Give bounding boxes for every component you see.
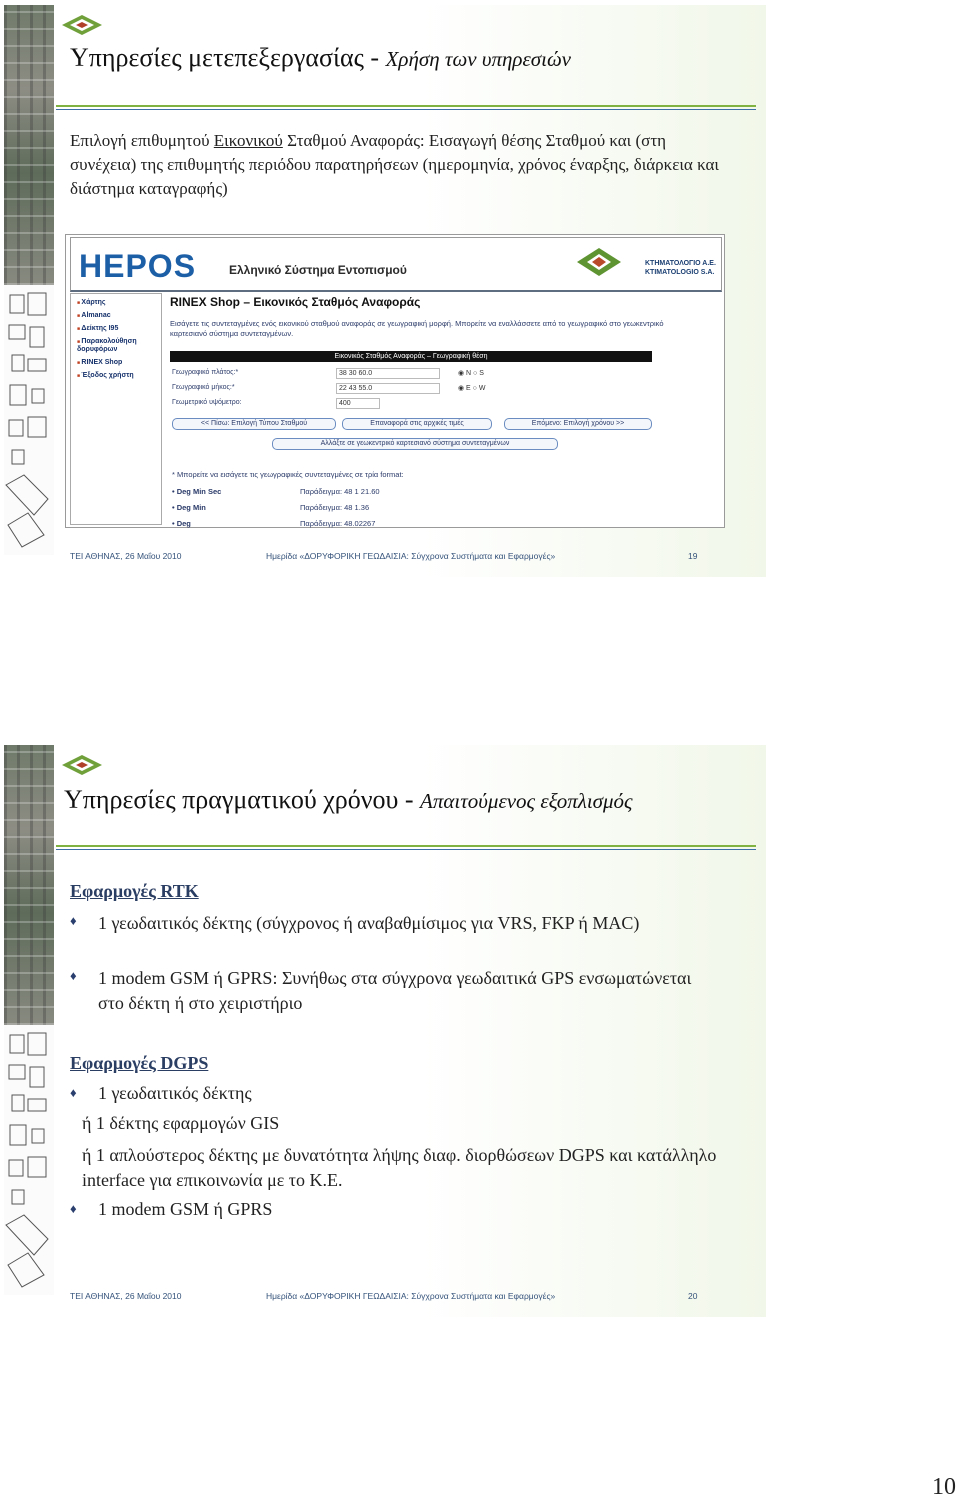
switch-cartesian-button[interactable]: Αλλάξτε σε γεωκεντρικό καρτεσιανό σύστημα συντεταγμένων [272,438,558,450]
slide-title: Υπηρεσίες πραγματικού χρόνου - Απαιτούμενος εξοπλισμός [64,785,633,814]
dgps-item-4: 1 modem GSM ή GPRS [98,1199,273,1219]
aerial-photo-strip [4,5,54,285]
hepos-subtitle: Ελληνικό Σύστημα Εντοπισμού [229,263,407,277]
cadastral-map-strip [4,1025,54,1295]
lon-label: Γεωγραφικό μήκος:* [172,384,235,391]
dgps-item-2: ή 1 δέκτης εφαρμογών GIS [82,1113,280,1133]
nav-item-logout[interactable]: ■ Έξοδος χρήστη [77,372,161,380]
format-name: • Deg Min Sec [172,487,222,496]
aerial-photo-strip [4,745,54,1025]
height-label: Γεωμετρικό υψόμετρο: [172,399,242,406]
ktimatologio-logo-icon [60,753,104,777]
title-rule-green [56,105,756,107]
bullet-icon: ♦ [70,1085,77,1100]
next-button[interactable]: Επόμενο: Επιλογή χρόνου >> [504,418,652,430]
title-rule-blue [56,109,756,110]
bullet-icon: ♦ [70,1201,77,1216]
bullet-icon: ♦ [70,913,77,928]
format-row [172,519,376,528]
nav-item-almanac[interactable]: ■ Almanac [77,312,161,320]
height-input[interactable]: 400 [336,398,380,409]
format-row [172,503,370,512]
section-dgps: Εφαρμογές DGPS [70,1053,209,1073]
ktimatologio-emblem-icon [575,246,623,280]
rinex-heading: RINEX Shop – Εικονικός Σταθμός Αναφοράς [170,295,421,309]
nav-item-i95[interactable]: ■ Δείκτης Ι95 [77,325,161,333]
slide-20 [4,745,766,1317]
format-note: * Μπορείτε να εισάγετε τις γεωγραφικές συντεταγμένες σε τρία format: [172,470,404,479]
hepos-main [166,293,720,528]
lon-hemisphere-radio[interactable]: ◉ E ○ W [458,385,486,392]
footer-venue: ΤΕΙ ΑΘΗΝΑΣ, 26 Μαΐου 2010 [70,1291,182,1301]
lat-hemisphere-radio[interactable]: ◉ N ○ S [458,370,484,377]
ktimatologio-logo-icon [60,13,104,37]
reset-button[interactable]: Επαναφορά στις αρχικές τιμές [342,418,492,430]
page-number: 10 [932,1474,956,1500]
form-header-bar: Εικονικός Σταθμός Αναφοράς – Γεωγραφική θέση [170,351,652,362]
rtk-item-2: 1 modem GSM ή GPRS: Συνήθως στα σύγχρονα γεωδαιτικά GPS ενσωματώνεται στο δέκτη ή στο χειριστήριο [98,968,692,1013]
nav-item-rinex-shop[interactable]: ■ RINEX Shop [77,359,161,367]
nav-item-satellites[interactable]: ■ Παρακολούθηση δορυφόρων [77,338,161,354]
hepos-header [70,237,722,292]
title-rule-green [56,845,756,847]
intro-text: Επιλογή επιθυμητού Εικονικού Σταθμού Αναφοράς: Εισαγωγή θέσης Σταθμού και (στη συνέχεια) της επιθυμητής περιόδου παρατηρήσεων (ημερομηνία, χρόνος έναρξης, διάρκεια και διάστημα καταγραφής) [70,131,719,198]
ktima-line-1: ΚΤΗΜΑΤΟΛΟΓΙΟ Α.Ε. [645,260,716,267]
footer-venue: ΤΕΙ ΑΘΗΝΑΣ, 26 Μαΐου 2010 [70,551,182,561]
format-name: • Deg Min [172,503,206,512]
format-name: • Deg [172,519,191,528]
map-sidebar [4,745,54,1317]
format-example: Παράδειγμα: 48 1 21.60 [300,487,380,496]
ktimatologio-text [645,259,716,277]
hepos-nav [70,293,162,525]
dgps-item-3: ή 1 απλούστερος δέκτης με δυνατότητα λήψης διαφ. διορθώσεων DGPS και κατάλληλο interface για επικοινωνία με το Κ.Ε. [82,1145,717,1190]
hepos-logo: HEPOS [79,248,197,284]
format-example: Παράδειγμα: 48 1.36 [300,503,370,512]
slide-number: 19 [688,551,698,561]
slide-number: 20 [688,1291,698,1301]
back-button[interactable]: << Πίσω: Επιλογή Τύπου Σταθμού [172,418,336,430]
ktima-line-2: KTIMATOLOGIO S.A. [645,269,715,276]
footer-event: Ημερίδα «ΔΟΡΥΦΟΡΙΚΗ ΓΕΩΔΑΙΣΙΑ: Σύγχρονα Συστήματα και Εφαρμογές» [266,1291,556,1301]
rinex-description: Εισάγετε τις συντεταγμένες ενός εικονικού σταθμού αναφοράς σε γεωγραφική μορφή. Μπορείτε να εναλλάσσετε από το γεωγραφικό στο γεωκεντρικό καρτεσιανό σύστημα συντεταγμένων. [170,319,664,338]
nav-item-map[interactable]: ■ Χάρτης [77,299,161,307]
lat-label: Γεωγραφικό πλάτος:* [172,369,239,376]
slide-19 [4,5,766,577]
map-sidebar [4,5,54,577]
hepos-screenshot [65,234,725,528]
rtk-item-1: 1 γεωδαιτικός δέκτης (σύγχρονος ή αναβαθμίσιμος για VRS, FKP ή MAC) [98,913,640,933]
lon-input[interactable]: 22 43 55.0 [336,383,440,394]
section-rtk: Εφαρμογές RTK [70,881,199,901]
bullet-icon: ♦ [70,968,77,983]
title-rule-blue [56,849,756,850]
cadastral-map-strip [4,285,54,555]
format-example: Παράδειγμα: 48.02267 [300,519,376,528]
slide-title: Υπηρεσίες μετεπεξεργασίας - Χρήση των υπηρεσιών [70,43,571,72]
footer-event: Ημερίδα «ΔΟΡΥΦΟΡΙΚΗ ΓΕΩΔΑΙΣΙΑ: Σύγχρονα Συστήματα και Εφαρμογές» [266,551,556,561]
dgps-item-1: 1 γεωδαιτικός δέκτης [98,1083,252,1103]
lat-input[interactable]: 38 30 60.0 [336,368,440,379]
format-row [172,487,380,496]
